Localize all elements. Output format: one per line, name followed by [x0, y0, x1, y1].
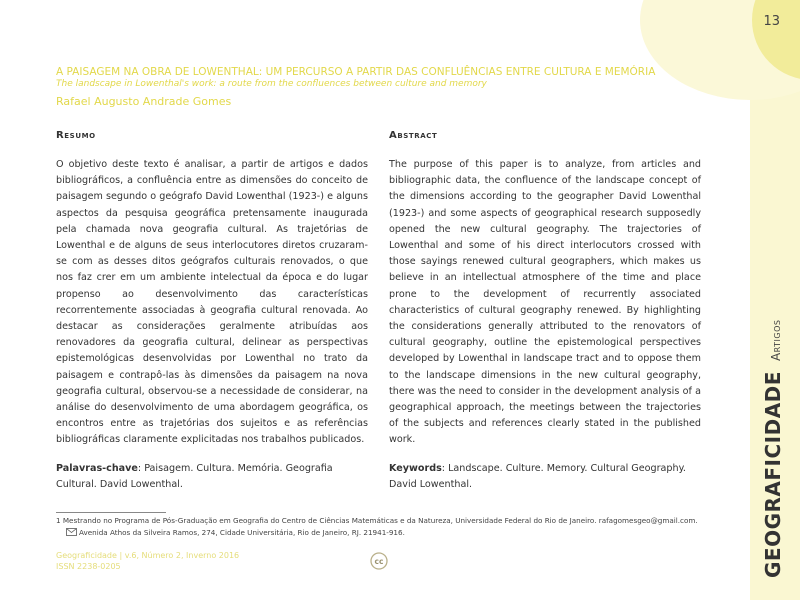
abstract-column — [389, 130, 701, 493]
footnote-line-1: 1 Mestrando no Programa de Pós-Graduação em Geografia do Centro de Ciências Matemáticas e da Natureza, Universidade Federal do Rio de Janeiro. rafagomesgeo@gmail.com. — [56, 516, 698, 525]
creative-commons-icon — [370, 552, 388, 570]
abstract-heading: Abstract — [389, 130, 438, 141]
keywords-text: : Paisagem. Cultura. Memória. Geografia Cultural. David Lowenthal. — [56, 462, 333, 490]
keywords-text: : Landscape. Culture. Memory. Cultural Geography. David Lowenthal. — [389, 462, 686, 490]
article-subtitle: The landscape in Lowenthal's work: a route from the confluences between culture and memory — [56, 79, 487, 89]
resumo-keywords — [56, 461, 368, 493]
cc-text: cc — [374, 557, 384, 566]
keywords-label: Palavras-chave — [56, 462, 138, 474]
keywords-label: Keywords — [389, 462, 442, 474]
article-author: Rafael Augusto Andrade Gomes — [56, 95, 232, 108]
journal-brand — [761, 320, 785, 578]
footnote-line-2 — [56, 527, 698, 539]
footnote — [56, 515, 698, 538]
page-number: 13 — [763, 14, 780, 29]
journal-info — [56, 551, 239, 572]
abstract-body: The purpose of this paper is to analyze, from articles and bibliographic data, the confluence of the landscape concept of the dimensions according to the geographer David Lowenthal (1923-) and some aspects of geographical research supposedly opened the new cultural geography. The trajectories of Lowenthal and some of his direct interlocutors crossed with those sayings renewed cultural geographers, which makes us believe in an intellectual atmosphere of the time and place prone to the development of recurrently associated characteristics of cultural geography renewed. By highlighting the considerations generally attributed to the renovators of cultural geography, outline the epistemological perspectives developed by Lowenthal in landscape tract and to oppose them to the landscape dimensions in the new cultural geography, there was the need to consider in the development analysis of a geographical approach, the meetings between the trajectories of the subjects and references clearly stated in the published work. — [389, 159, 701, 446]
resumo-body: O objetivo deste texto é analisar, a partir de artigos e dados bibliográficos, a confluência entre as dimensões do conceito de paisagem segundo o geógrafo David Lowenthal (1923-) e alguns aspectos da pesquisa geográfica pretensamente inaugurada pela chamada nova geografia cultural. As trajetórias de Lowenthal e de alguns de seus interlocutores diretos cruzaram-se com as desses ditos geógrafos culturais renovados, o que nos faz crer em um ambiente intelectual da época e do lugar propenso ao desenvolvimento das características recorrentemente associadas à geografia cultural renovada. Ao destacar as considerações geralmente atribuídas aos renovadores da geografia cultural, delinear as perspectivas epistemológicas desenvolvidas por Lowenthal no trato da paisagem e contrapô-las às dimensões da paisagem na nova geografia cultural, observou-se a necessidade de considerar, na análise do desenvolvimento de uma abordagem geográfica, os encontros entre as trajetórias dos sujeitos e as referências bibliográficas claramente explicitadas nos trabalhos publicados. — [56, 159, 368, 446]
journal-issue: Geograficidade | v.6, Número 2, Inverno 2016 — [56, 551, 240, 560]
section-label: Artigos — [769, 319, 783, 362]
mail-icon — [66, 528, 77, 536]
abstract-keywords — [389, 461, 701, 493]
brand-name: GEOGRAFICIDADE — [761, 371, 785, 578]
resumo-column — [56, 130, 368, 493]
article-title: A PAISAGEM NA OBRA DE LOWENTHAL: UM PERCURSO A PARTIR DAS CONFLUÊNCIAS ENTRE CULTURA E MEMÓRIA — [56, 66, 656, 78]
journal-issn: ISSN 2238-0205 — [56, 561, 121, 571]
footnote-address: Avenida Athos da Silveira Ramos, 274, Cidade Universitária, Rio de Janeiro, RJ. 21941-916. — [79, 527, 405, 537]
resumo-heading: Resumo — [56, 130, 96, 141]
footnote-rule — [56, 512, 166, 513]
